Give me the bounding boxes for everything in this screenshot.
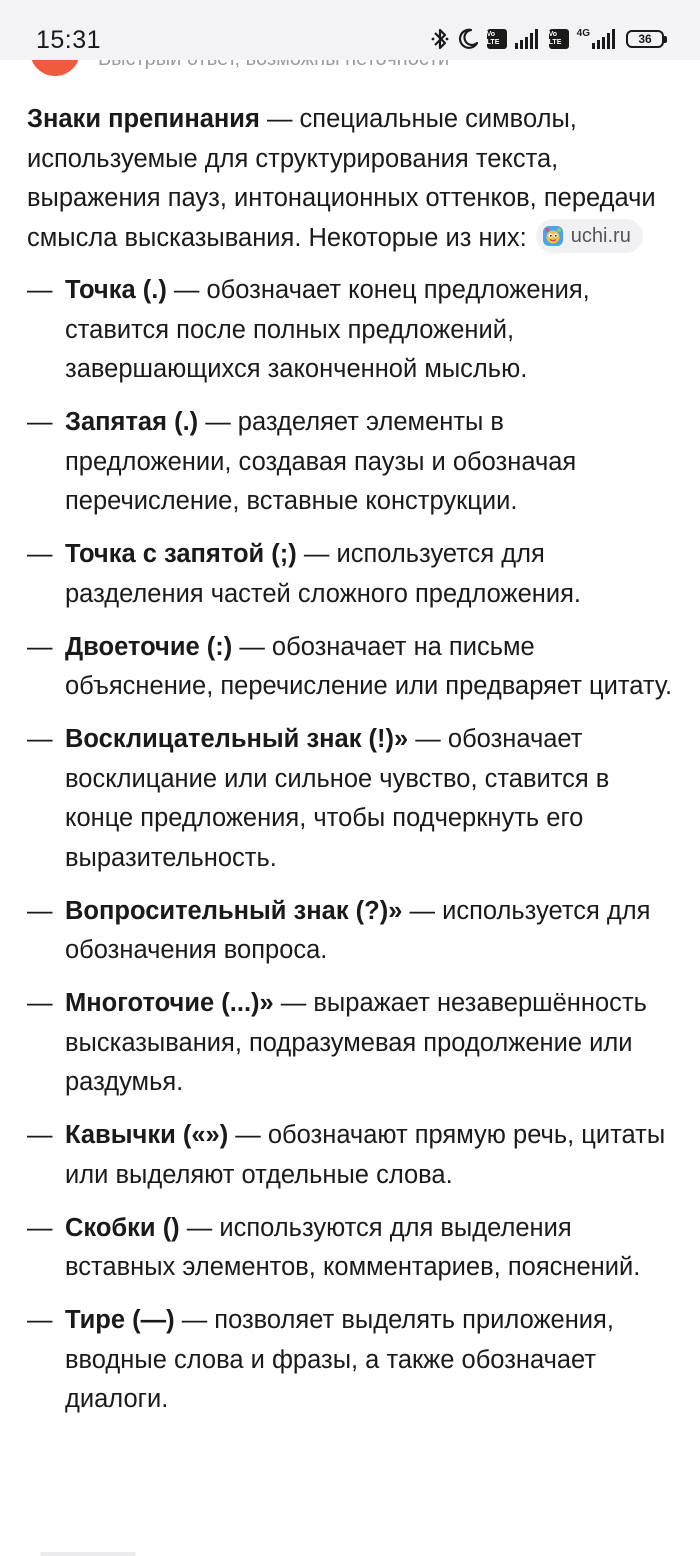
volte-icon: Vo LTE [549,29,569,49]
list-item [27,892,677,971]
item-term: Кавычки («») [65,1121,229,1149]
item-term: Скобки () [65,1213,180,1242]
item-term: Точка с запятой (;) [65,540,297,568]
list-item [27,535,677,614]
volte-icon: Vo LTE [487,29,507,49]
dash-marker: — [27,632,53,661]
item-text: — обозначает на письме объяснение, перечисление или предваряет цитату. [65,632,673,700]
intro-term: Знаки препинания [27,105,260,133]
source-label: uchi.ru [570,224,631,247]
signal-icon [515,29,541,49]
moon-icon [457,28,479,50]
list-item [27,720,677,878]
item-text: — используется для разделения частей сложного предложения. [65,540,581,608]
dash-marker: — [27,989,53,1017]
dash-marker: — [27,408,53,436]
network-type-label: 4G [576,27,590,39]
intro-text: — специальные символы, используемые для структурирования текста, выражения пауз, интонационных оттенков, передачи смысла высказывания. Некоторые из них: [27,105,656,252]
item-text: — выражает незавершённость высказывания, подразумевая продолжение или раздумья. [65,989,647,1096]
answer-content [27,100,677,1433]
item-term: Запятая (.) [65,408,199,436]
item-term: Тире (—) [65,1306,175,1334]
item-term: Вопросительный знак (?)» [65,896,403,925]
dash-marker: — [27,540,53,568]
dash-marker: — [27,1213,53,1242]
list-item [27,271,677,390]
bottom-control-hint [40,1552,136,1556]
dash-marker: — [27,276,53,304]
item-term: Восклицательный знак (!)» [65,725,409,753]
item-text: — используется для обозначения вопроса. [65,896,651,964]
dash-marker: — [27,725,53,753]
list-item [27,1209,677,1288]
dash-marker: — [27,1121,53,1149]
status-time: 15:31 [36,26,102,54]
bluetooth-icon [431,27,449,51]
item-text: — обозначают прямую речь, цитаты или выделяют отдельные слова. [65,1121,666,1189]
uchi-logo-icon [542,225,564,247]
item-text: — используются для выделения вставных элементов, комментариев, пояснений. [65,1213,641,1281]
intro-paragraph [27,100,677,258]
list-item [27,1301,677,1420]
item-term: Двоеточие (:) [65,632,233,661]
list-item [27,984,677,1103]
punctuation-list [27,271,677,1420]
item-text: — обозначает восклицание или сильное чувство, ставится в конце предложения, чтобы подчеркнуть его выразительность. [65,725,610,872]
answer-header [0,60,700,76]
status-bar [0,0,700,60]
item-term: Многоточие (...)» [65,989,274,1017]
list-item [27,403,677,522]
list-item [27,1116,677,1195]
status-icons [431,26,664,52]
source-chip[interactable] [536,219,643,253]
dash-marker: — [27,896,53,925]
item-term: Точка (.) [65,276,167,304]
list-item [27,628,677,707]
signal-icon [592,29,618,49]
item-text: — разделяет элементы в предложении, создавая паузы и обозначая перечисление, вставные конструкции. [65,408,577,515]
dash-marker: — [27,1306,53,1334]
battery-icon: 36 [626,30,664,48]
item-text: — обозначает конец предложения, ставится после полных предложений, завершающихся законченной мыслью. [65,276,590,383]
item-text: — позволяет выделять приложения, вводные слова и фразы, а также обозначает диалоги. [65,1306,614,1413]
